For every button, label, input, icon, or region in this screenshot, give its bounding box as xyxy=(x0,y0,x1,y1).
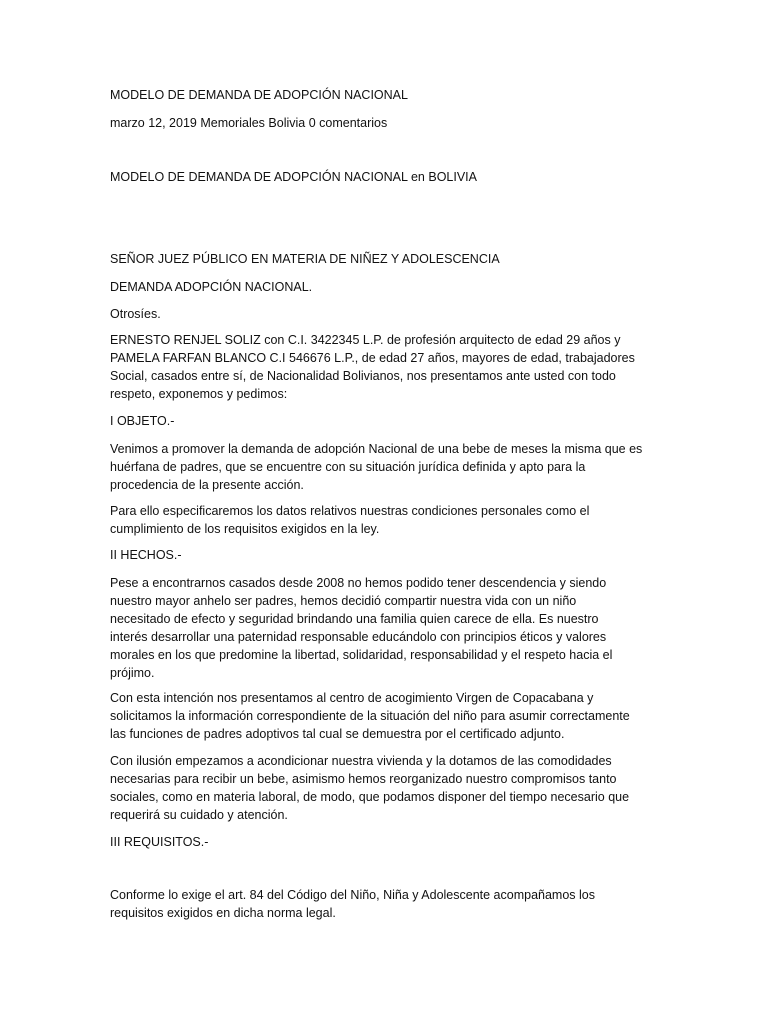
paragraph-line: ERNESTO RENJEL SOLIZ con C.I. 3422345 L.P. de profesión arquitecto de edad 29 años y xyxy=(110,333,621,347)
intro-paragraph xyxy=(110,331,660,403)
paragraph-line: cumplimiento de los requisitos exigidos en la ley. xyxy=(110,522,380,536)
paragraph-line: huérfana de padres, que se encuentre con su situación jurídica definida y apto para la xyxy=(110,460,586,474)
paragraph-line: Pese a encontrarnos casados desde 2008 no hemos podido tener descendencia y siendo xyxy=(110,576,607,590)
paragraph-line: Venimos a promover la demanda de adopción Nacional de una bebe de meses la misma que es xyxy=(110,442,643,456)
paragraph-line: procedencia de la presente acción. xyxy=(110,478,304,492)
paragraph-line: Con esta intención nos presentamos al centro de acogimiento Virgen de Copacabana y xyxy=(110,691,594,705)
section-hechos-heading: II HECHOS.- xyxy=(110,548,182,562)
paragraph-line: requisitos exigidos en dicha norma legal. xyxy=(110,906,336,920)
paragraph-line: Social, casados entre sí, de Nacionalidad Bolivianos, nos presentamos ante usted con todo xyxy=(110,369,616,383)
otrosies-label: Otrosíes. xyxy=(110,307,161,321)
paragraph-line: Para ello especificaremos los datos relativos nuestras condiciones personales como el xyxy=(110,504,590,518)
paragraph-line: requerirá su cuidado y atención. xyxy=(110,808,288,822)
objeto-paragraph-1 xyxy=(110,440,660,494)
paragraph-line: prójimo. xyxy=(110,666,155,680)
paragraph-line: necesarias para recibir un bebe, asimismo hemos reorganizado nuestro compromisos tanto xyxy=(110,772,617,786)
demand-heading: DEMANDA ADOPCIÓN NACIONAL. xyxy=(110,280,313,294)
requisitos-paragraph-1 xyxy=(110,886,660,922)
paragraph-line: Con ilusión empezamos a acondicionar nuestra vivienda y la dotamos de las comodidades xyxy=(110,754,612,768)
paragraph-line: morales en los que predomine la libertad, solidaridad, responsabilidad y el respeto hacia el xyxy=(110,648,613,662)
paragraph-line: Conforme lo exige el art. 84 del Código del Niño, Niña y Adolescente acompañamos los xyxy=(110,888,595,902)
paragraph-line: las funciones de padres adoptivos tal cual se demuestra por el certificado adjunto. xyxy=(110,727,565,741)
hechos-paragraph-3 xyxy=(110,752,660,824)
paragraph-line: interés desarrollar una paternidad responsable educándolo con principios éticos y valores xyxy=(110,630,607,644)
document-title: MODELO DE DEMANDA DE ADOPCIÓN NACIONAL xyxy=(110,88,408,102)
paragraph-line: nuestro mayor anhelo ser padres, hemos decidió compartir nuestra vida con un niño xyxy=(110,594,577,608)
section-objeto-heading: I OBJETO.- xyxy=(110,414,175,428)
section-requisitos-heading: III REQUISITOS.- xyxy=(110,835,209,849)
paragraph-line: respeto, exponemos y pedimos: xyxy=(110,387,288,401)
paragraph-line: sociales, como en materia laboral, de modo, que podamos disponer del tiempo necesario que xyxy=(110,790,630,804)
addressee-heading: SEÑOR JUEZ PÚBLICO EN MATERIA DE NIÑEZ Y ADOLESCENCIA xyxy=(110,252,500,266)
paragraph-line: solicitamos la información correspondiente de la situación del niño para asumir correctamente xyxy=(110,709,630,723)
paragraph-line: necesitado de efecto y seguridad brindando una familia quien carece de ella. Es nuestro xyxy=(110,612,599,626)
paragraph-line: PAMELA FARFAN BLANCO C.I 546676 L.P., de edad 27 años, mayores de edad, trabajadores xyxy=(110,351,635,365)
objeto-paragraph-2 xyxy=(110,502,660,538)
document-subtitle: MODELO DE DEMANDA DE ADOPCIÓN NACIONAL en BOLIVIA xyxy=(110,170,477,184)
hechos-paragraph-1 xyxy=(110,574,660,682)
hechos-paragraph-2 xyxy=(110,689,660,743)
document-meta: marzo 12, 2019 Memoriales Bolivia 0 comentarios xyxy=(110,116,388,130)
